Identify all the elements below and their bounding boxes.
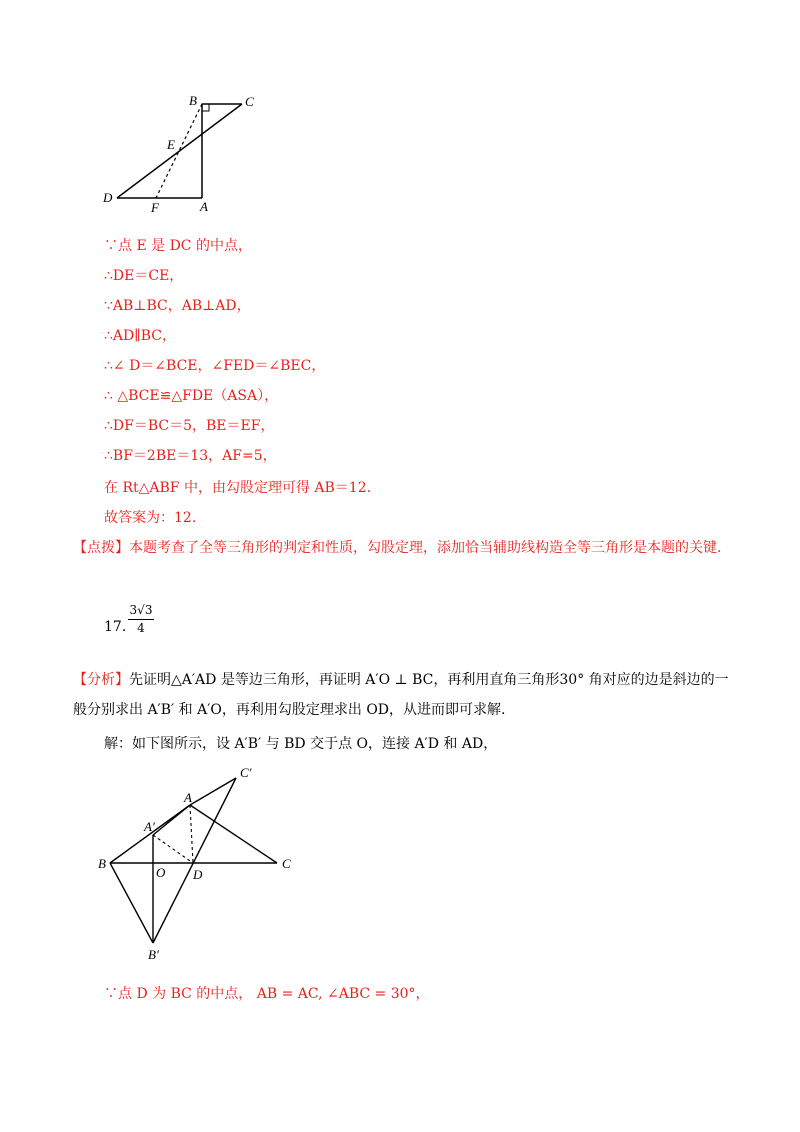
label-o: O (156, 865, 166, 880)
solution-line: ∵点 E 是 DC 的中点， (104, 238, 252, 254)
solution-line: ∵AB⊥BC，AB⊥AD， (104, 298, 251, 314)
label-a: A (184, 790, 192, 805)
solution-intro: 解：如下图所示，设 A′B′ 与 BD 交于点 O，连接 A′D 和 AD， (104, 736, 498, 752)
segment-ac (190, 805, 277, 863)
question-number: 17. (104, 619, 127, 635)
label-d: D (103, 190, 113, 205)
segment-ba (110, 805, 190, 863)
geometry-figure-2 (93, 765, 303, 965)
fraction-bar (128, 619, 154, 620)
segment-apa (153, 805, 190, 835)
solution-line: ∴DF＝BC＝5，BE＝EF， (104, 418, 275, 434)
segment-dc (117, 104, 242, 198)
label-b: B (98, 856, 106, 871)
segment-ad-dashed (190, 805, 193, 863)
solution-line: ∴AD∥BC， (104, 328, 176, 344)
label-c: C (245, 94, 254, 109)
solution-line: 故答案为：12. (104, 510, 197, 526)
label-c: C (282, 856, 291, 871)
label-b-prime: B′ (148, 947, 159, 962)
label-e: E (167, 137, 175, 152)
right-angle-mark (202, 104, 209, 111)
label-d: D (193, 867, 203, 882)
label-b: B (189, 93, 197, 108)
label-c-prime: C′ (240, 765, 252, 780)
analysis-tag: 【分析】 (73, 672, 129, 688)
analysis-text: 先证明△A′AD 是等边三角形，再证明 A′O ⊥ BC，再利用直角三角形30° 角对应的边是斜边的一般分别求出 A′B′ 和 A′O，再利用勾股定理求出 OD，从进而即可求解. (73, 672, 729, 718)
geometry-figure-1 (96, 88, 266, 213)
solution-line: ∴∠ D＝∠BCE，∠FED＝∠BEC， (104, 358, 326, 374)
answer-fraction (128, 603, 154, 636)
segment-apd-dashed (153, 835, 193, 863)
tip-paragraph (73, 533, 733, 563)
tip-text: 本题考查了全等三角形的判定和性质，勾股定理，添加恰当辅助线构造全等三角形是本题的关键. (129, 540, 722, 556)
analysis-paragraph (73, 665, 733, 725)
solution-line: ∴ △BCE≌△FDE（ASA）， (104, 388, 279, 404)
solution-line: 在 Rt△ABF 中，由勾股定理可得 AB＝12. (104, 480, 372, 496)
label-a: A (200, 199, 208, 213)
fraction-denominator: 4 (137, 621, 145, 635)
figure-1-svg (96, 88, 266, 213)
tip-tag: 【点拨】 (73, 540, 129, 556)
segment-bbp (110, 863, 153, 943)
solution-line: ∴BF＝2BE＝13，AF=5， (104, 448, 277, 464)
figure-2-svg (93, 765, 303, 965)
fraction-numerator: 3√3 (129, 603, 153, 617)
final-line: ∵点 D 为 BC 的中点， AB = AC, ∠ABC = 30°， (104, 986, 430, 1002)
label-a-prime: A′ (144, 819, 155, 834)
label-f: F (151, 200, 159, 213)
solution-line: ∴DE＝CE， (104, 268, 184, 284)
